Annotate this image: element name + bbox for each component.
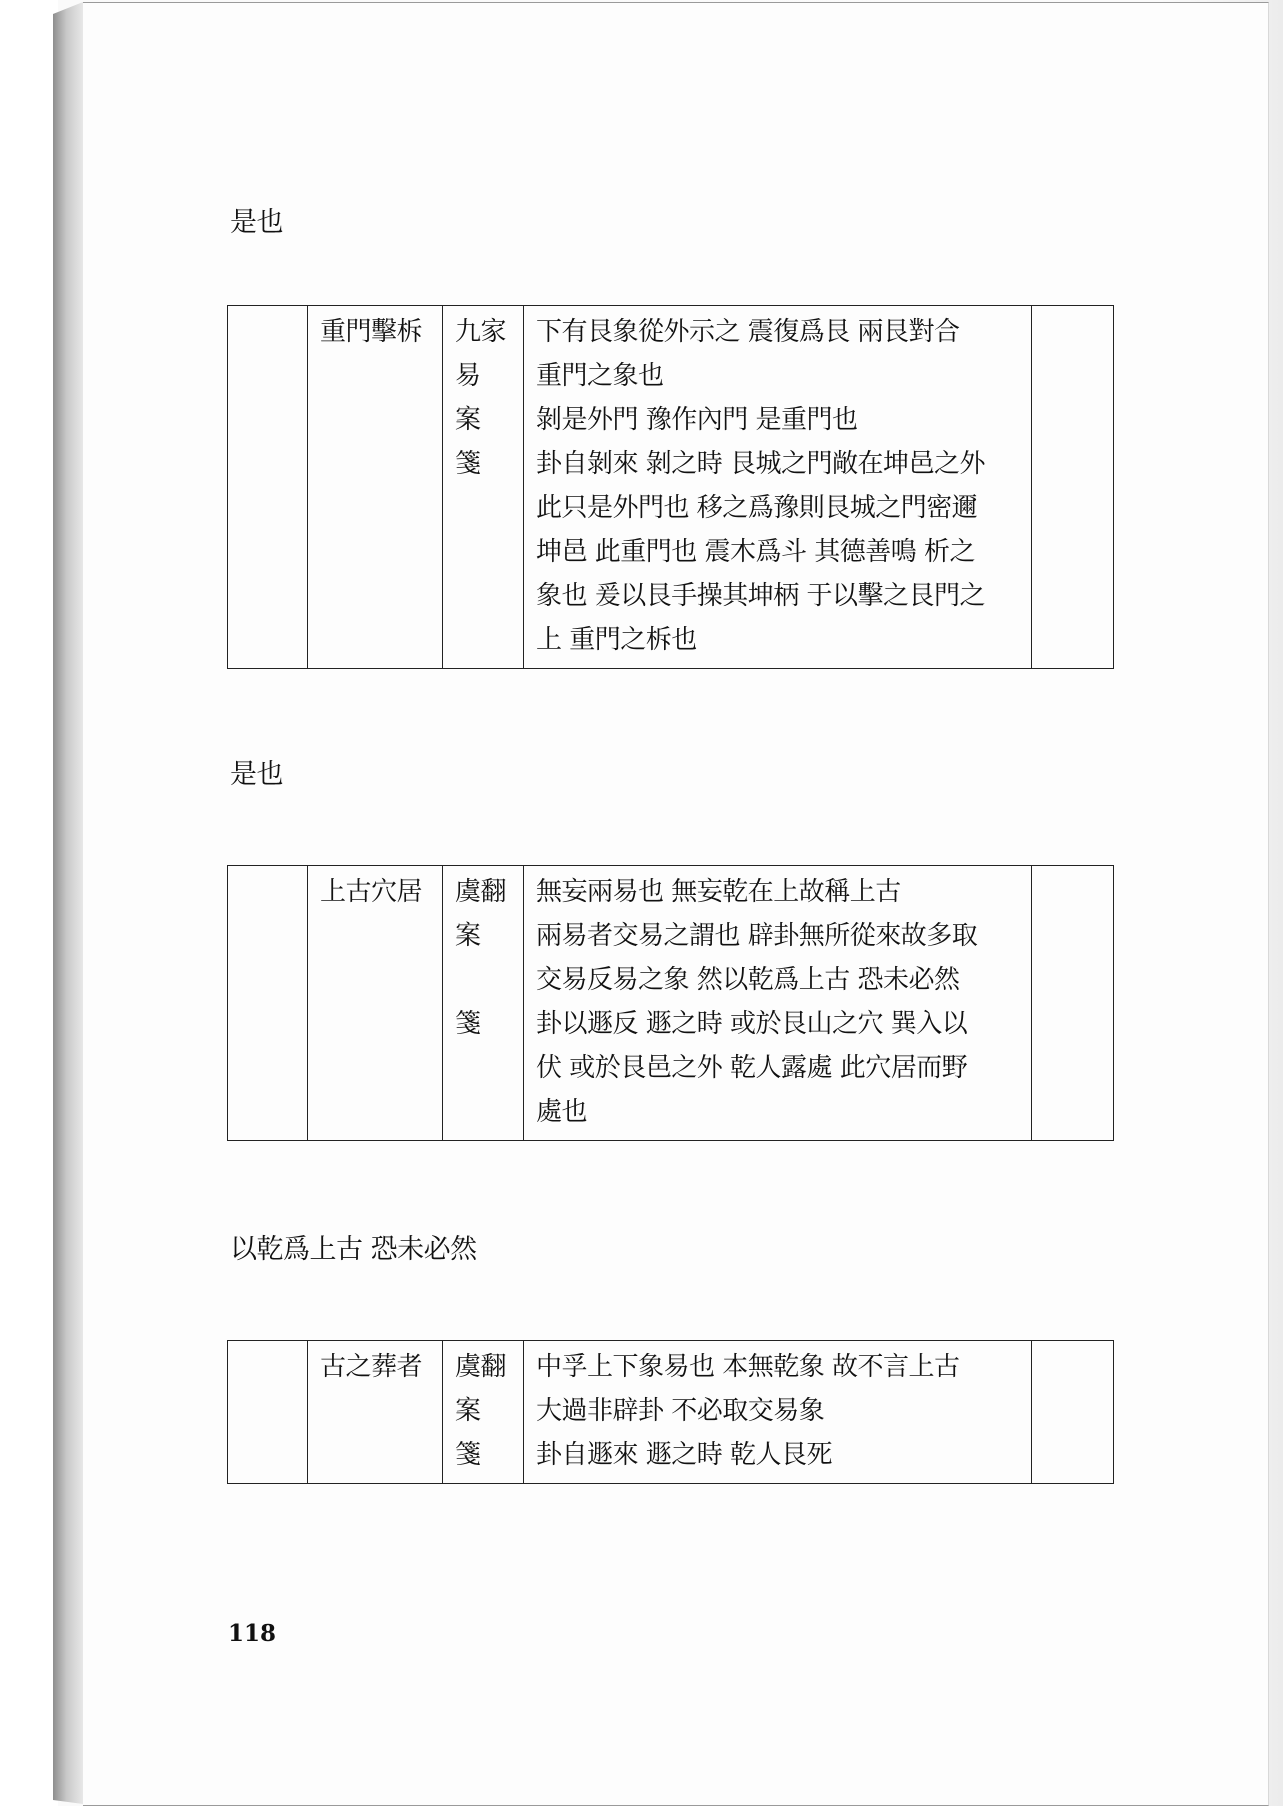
body-line: 卦以遯反 遯之時 或於艮山之穴 巽入以 [536, 1009, 968, 1039]
table-row [228, 1341, 1114, 1484]
source-line: 易 [455, 361, 481, 391]
body-line: 上 重門之柝也 [536, 625, 697, 655]
body-line: 此只是外門也 移之爲豫則艮城之門密邇 [536, 493, 978, 523]
entry-table-1 [227, 305, 1114, 669]
body-line: 坤邑 此重門也 震木爲斗 其德善鳴 析之 [536, 537, 976, 567]
source-cell [443, 866, 524, 1141]
blank-cell-right [1032, 866, 1114, 1141]
source-line: 箋 [455, 1440, 481, 1470]
source-line: 虞翻 [455, 877, 507, 907]
source-line: 案 [455, 1396, 481, 1426]
lead-text-1: 是也 [230, 207, 283, 238]
term-cell: 古之葬者 [308, 1341, 443, 1484]
body-line: 卦自剝來 剝之時 艮城之門敞在坤邑之外 [536, 449, 986, 479]
body-line: 兩易者交易之謂也 辟卦無所從來故多取 [536, 921, 978, 951]
body-cell [524, 866, 1032, 1141]
source-cell [443, 1341, 524, 1484]
body-line: 處也 [536, 1097, 588, 1127]
blank-cell-left [228, 866, 308, 1141]
source-line: 案 [455, 921, 481, 951]
body-line: 卦自遯來 遯之時 乾人艮死 [536, 1440, 833, 1470]
source-line: 虞翻 [455, 1352, 507, 1382]
book-spine [53, 2, 83, 1804]
source-cell [443, 306, 524, 669]
source-line: 案 [455, 405, 481, 435]
blank-cell-right [1032, 1341, 1114, 1484]
body-line: 重門之象也 [536, 361, 664, 391]
table-row [228, 306, 1114, 669]
body-line: 剝是外門 豫作內門 是重門也 [536, 405, 858, 435]
source-line [455, 958, 513, 1002]
blank-cell-left [228, 1341, 308, 1484]
body-cell [524, 306, 1032, 669]
table-row [228, 866, 1114, 1141]
body-cell [524, 1341, 1032, 1484]
page-number: 118 [228, 1620, 277, 1647]
body-line: 伏 或於艮邑之外 乾人露處 此穴居而野 [536, 1053, 968, 1083]
body-line: 無妄兩易也 無妄乾在上故稱上古 [536, 877, 901, 907]
body-line: 中孚上下象易也 本無乾象 故不言上古 [536, 1352, 960, 1382]
source-line: 九家 [455, 317, 507, 347]
body-line: 大過非辟卦 不必取交易象 [536, 1396, 825, 1426]
source-line: 箋 [455, 449, 481, 479]
lead-text-3: 以乾爲上古 恐未必然 [230, 1234, 477, 1265]
term-cell: 重門擊柝 [308, 306, 443, 669]
entry-table-3 [227, 1340, 1114, 1484]
blank-cell-right [1032, 306, 1114, 669]
source-line: 箋 [455, 1009, 481, 1039]
entry-table-2 [227, 865, 1114, 1141]
term-cell: 上古穴居 [308, 866, 443, 1141]
body-line: 下有艮象從外示之 震復爲艮 兩艮對合 [536, 317, 960, 347]
body-line: 象也 爰以艮手操其坤柄 于以擊之艮門之 [536, 581, 986, 611]
lead-text-2: 是也 [230, 759, 283, 790]
body-line: 交易反易之象 然以乾爲上古 恐未必然 [536, 965, 960, 995]
blank-cell-left [228, 306, 308, 669]
